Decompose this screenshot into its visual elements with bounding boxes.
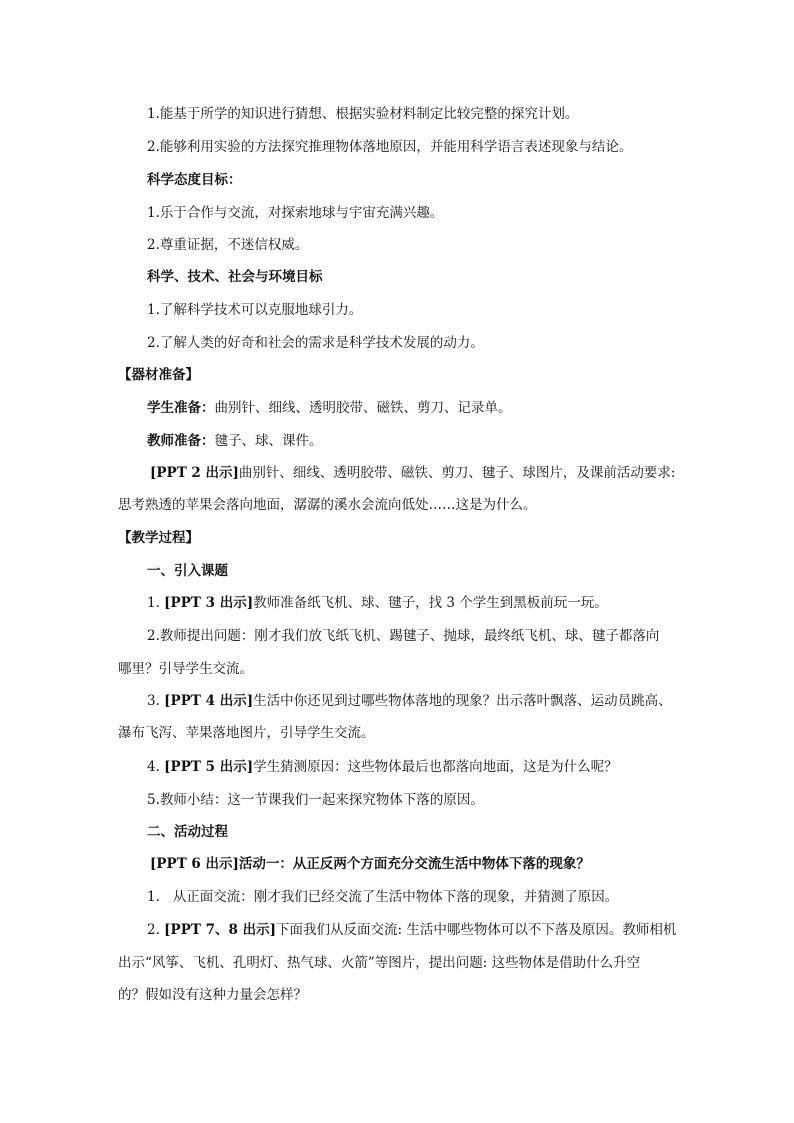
text-line: [147, 204, 443, 222]
line-text: 2.了解人类的好奇和社会的需求是科学技术发展的动力。: [147, 335, 484, 351]
text-line: [150, 464, 675, 482]
heading-text: 二、活动过程: [147, 824, 228, 840]
ppt-tag: [PPT 3 出示]: [164, 595, 254, 611]
line-text: 1.能基于所学的知识进行猜想、根据实验材料制定比较完整的探究计划。: [147, 106, 579, 122]
line-text: 1.乐于合作与交流，对探索地球与宇宙充满兴趣。: [147, 205, 444, 221]
line-text: 2.能够利用实验的方法探究推理物体落地原因，并能用科学语言表述现象与结论。: [147, 139, 633, 155]
text-line: [147, 399, 512, 417]
line-text: 哪里？引导学生交流。: [118, 661, 253, 677]
text-line: [147, 138, 632, 156]
text-line: [147, 888, 618, 906]
line-number: 2.: [147, 922, 165, 938]
ppt-tag: [PPT 6 出示]: [150, 856, 239, 872]
text-line: [118, 986, 307, 1004]
line-text: 毽子、球、课件。: [214, 433, 323, 449]
line-text: 曲别针、细线、透明胶带、磁铁、剪刀、记录单。: [214, 400, 512, 416]
line-number: 1.: [147, 595, 165, 611]
section-heading: [118, 366, 199, 384]
line-text: 1. 从正面交流：刚才我们已经交流了生活中物体下落的现象，并猜测了原因。: [147, 889, 619, 905]
text-line: [147, 594, 608, 612]
line-text: 2.教师提出问题：刚才我们放飞纸飞机、踢毽子、抛球，最终纸飞机、球、毽子都落向: [147, 628, 660, 644]
section-heading: [147, 562, 228, 580]
line-number: 3.: [147, 693, 165, 709]
line-text: 2.尊重证据，不迷信权威。: [147, 237, 309, 253]
section-heading: [147, 171, 242, 189]
text-line: [118, 660, 253, 678]
line-text: 曲别针、细线、透明胶带、磁铁、剪刀、毽子、球图片，及课前活动要求:: [238, 465, 676, 481]
text-line: [147, 758, 618, 776]
label-text: 学生准备：: [147, 400, 215, 416]
text-line: [147, 105, 578, 123]
line-text: 下面我们从反面交流: 生活中哪些物体可以不下落及原因。教师相机: [275, 922, 677, 938]
heading-text: 【教学过程】: [118, 530, 199, 546]
section-heading: [147, 268, 323, 286]
section-heading: [147, 823, 228, 841]
line-text: 教师准备纸飞机、球、毽子，找 3 个学生到黑板前玩一玩。: [253, 595, 608, 611]
heading-text: 科学态度目标：: [147, 172, 242, 188]
line-text: 5.教师小结：这一节课我们一起来探究物体下落的原因。: [147, 792, 484, 808]
text-line: [147, 791, 484, 809]
text-line: [118, 954, 640, 972]
section-heading: [118, 529, 199, 547]
text-line: [150, 855, 590, 873]
text-line: [147, 692, 672, 710]
heading-text: 【器材准备】: [118, 367, 199, 383]
line-number: 4.: [147, 759, 165, 775]
label-text: 教师准备：: [147, 433, 215, 449]
ppt-tag: [PPT 5 出示]: [164, 759, 254, 775]
heading-text: 一、引入课题: [147, 563, 228, 579]
line-text: 出示“风筝、飞机、孔明灯、热气球、火箭”等图片，提出问题: 这些物体是借助什么升空: [118, 955, 641, 971]
text-line: [118, 724, 375, 742]
line-text: 思考熟透的苹果会落向地面，潺潺的溪水会流向低处……这是为什么。: [118, 497, 537, 513]
line-text: 瀑布飞泻、苹果落地图片，引导学生交流。: [118, 725, 375, 741]
ppt-tag: [PPT 4 出示]: [164, 693, 254, 709]
heading-text: 科学、技术、社会与环境目标: [147, 269, 323, 285]
text-line: [118, 496, 537, 514]
text-line: [147, 921, 676, 939]
text-line: [147, 301, 362, 319]
line-text: 1.了解科学技术可以克服地球引力。: [147, 302, 363, 318]
line-text: 学生猜测原因：这些物体最后也都落向地面，这是为什么呢？: [253, 759, 618, 775]
text-line: [147, 432, 323, 450]
ppt-tag: [PPT 2 出示]: [150, 465, 239, 481]
line-text: 生活中你还见到过哪些物体落地的现象？出示落叶飘落、运动员跳高、: [253, 693, 672, 709]
activity-title: 活动一：从正反两个方面充分交流生活中物体下落的现象？: [238, 856, 590, 872]
text-line: [147, 334, 484, 352]
line-text: 的？假如没有这种力量会怎样？: [118, 987, 307, 1003]
text-line: [147, 627, 659, 645]
ppt-tag: [PPT 7、8 出示]: [164, 922, 276, 938]
text-line: [147, 236, 308, 254]
